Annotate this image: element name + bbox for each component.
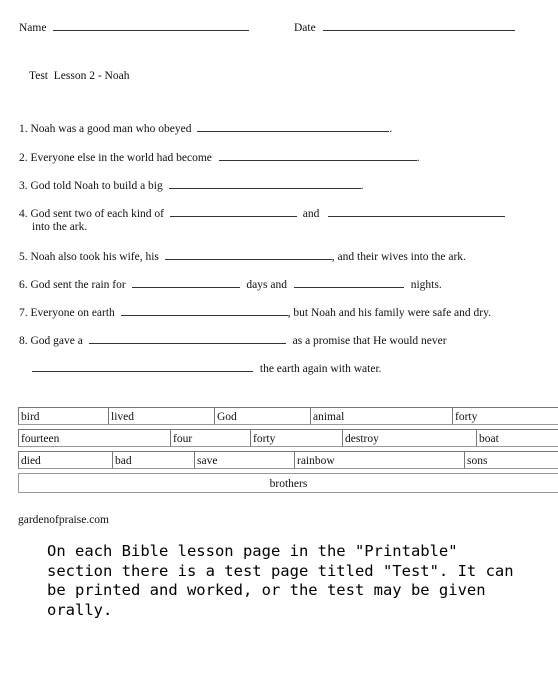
- date-blank: [323, 20, 515, 31]
- page-title: Test Lesson 2 - Noah: [29, 70, 130, 82]
- question-number: 2.: [19, 152, 28, 164]
- question-text-mid: days and: [246, 279, 287, 291]
- word-bank-word: destroy: [342, 429, 476, 447]
- word-bank-word: rainbow: [294, 451, 464, 469]
- answer-blank: [170, 206, 297, 217]
- site-url: gardenofpraise.com: [18, 514, 110, 526]
- word-bank-word: bird: [18, 407, 108, 425]
- word-bank-row: [18, 407, 558, 427]
- word-bank-word: forty: [250, 429, 342, 447]
- answer-blank: [294, 277, 404, 288]
- name-blank: [53, 20, 249, 31]
- word-bank-word: brothers: [18, 473, 558, 493]
- word-bank-word: forty: [452, 407, 558, 425]
- question-4-line2: into the ark.: [32, 221, 88, 233]
- answer-blank: [32, 361, 253, 372]
- question-number: 5.: [19, 251, 28, 263]
- word-bank-word: fourteen: [18, 429, 170, 447]
- question-text: Noah was a good man who obeyed: [30, 123, 192, 135]
- word-bank-word: bad: [112, 451, 194, 469]
- question-1: [19, 121, 392, 135]
- answer-blank: [169, 178, 361, 189]
- question-text: Noah also took his wife, his: [30, 251, 159, 263]
- word-bank-word: died: [18, 451, 112, 469]
- question-text-end: , and their wives into the ark.: [331, 251, 466, 263]
- question-8: [19, 333, 447, 347]
- question-number: 3.: [19, 180, 28, 192]
- word-bank-word: sons: [464, 451, 558, 469]
- question-number: 4.: [19, 208, 28, 220]
- question-text: Everyone else in the world had become: [30, 152, 212, 164]
- answer-blank: [328, 206, 505, 217]
- question-text-end: , but Noah and his family were safe and dry.: [287, 307, 491, 319]
- word-bank-word: God: [214, 407, 310, 425]
- word-bank-word: save: [194, 451, 294, 469]
- answer-blank: [89, 333, 286, 344]
- answer-blank: [132, 277, 240, 288]
- question-number: 7.: [19, 307, 28, 319]
- question-2: [19, 150, 420, 164]
- word-bank-row: [18, 473, 558, 493]
- question-text-mid: as a promise that He would never: [292, 335, 447, 347]
- name-label: Name: [19, 22, 47, 34]
- word-bank-word: boat: [476, 429, 558, 447]
- question-5: [19, 249, 466, 263]
- name-field: [19, 20, 249, 34]
- word-bank-word: lived: [108, 407, 214, 425]
- question-number: 8.: [19, 335, 28, 347]
- question-text-end: .: [360, 180, 364, 192]
- question-3: [19, 178, 364, 192]
- question-text-end: .: [389, 123, 393, 135]
- word-bank-word: four: [170, 429, 250, 447]
- question-text: God gave a: [30, 335, 83, 347]
- question-number: 6.: [19, 279, 28, 291]
- answer-blank: [197, 121, 389, 132]
- question-6: [19, 277, 442, 291]
- answer-blank: [121, 305, 288, 316]
- question-8-line2: [32, 361, 382, 375]
- date-field: [294, 20, 515, 34]
- question-4: [19, 206, 505, 220]
- word-bank-row: [18, 451, 558, 471]
- caption-text: On each Bible lesson page in the "Printable" section there is a test page titled "Test". It can be printed and worked, or the test may be given orally.: [47, 542, 514, 619]
- question-text: Everyone on earth: [30, 307, 115, 319]
- date-label: Date: [294, 22, 316, 34]
- word-bank: [18, 407, 558, 497]
- answer-blank: [219, 150, 417, 161]
- question-7: [19, 305, 491, 319]
- question-text-end: nights.: [410, 279, 442, 291]
- word-bank-word: animal: [310, 407, 452, 425]
- question-text-end: the earth again with water.: [259, 363, 382, 375]
- question-text-end: .: [416, 152, 420, 164]
- question-text: God sent the rain for: [30, 279, 126, 291]
- question-text: God told Noah to build a big: [30, 180, 163, 192]
- word-bank-row: [18, 429, 558, 449]
- answer-blank: [165, 249, 332, 260]
- question-text-mid: and: [302, 208, 320, 220]
- question-text: God sent two of each kind of: [30, 208, 164, 220]
- question-number: 1.: [19, 123, 28, 135]
